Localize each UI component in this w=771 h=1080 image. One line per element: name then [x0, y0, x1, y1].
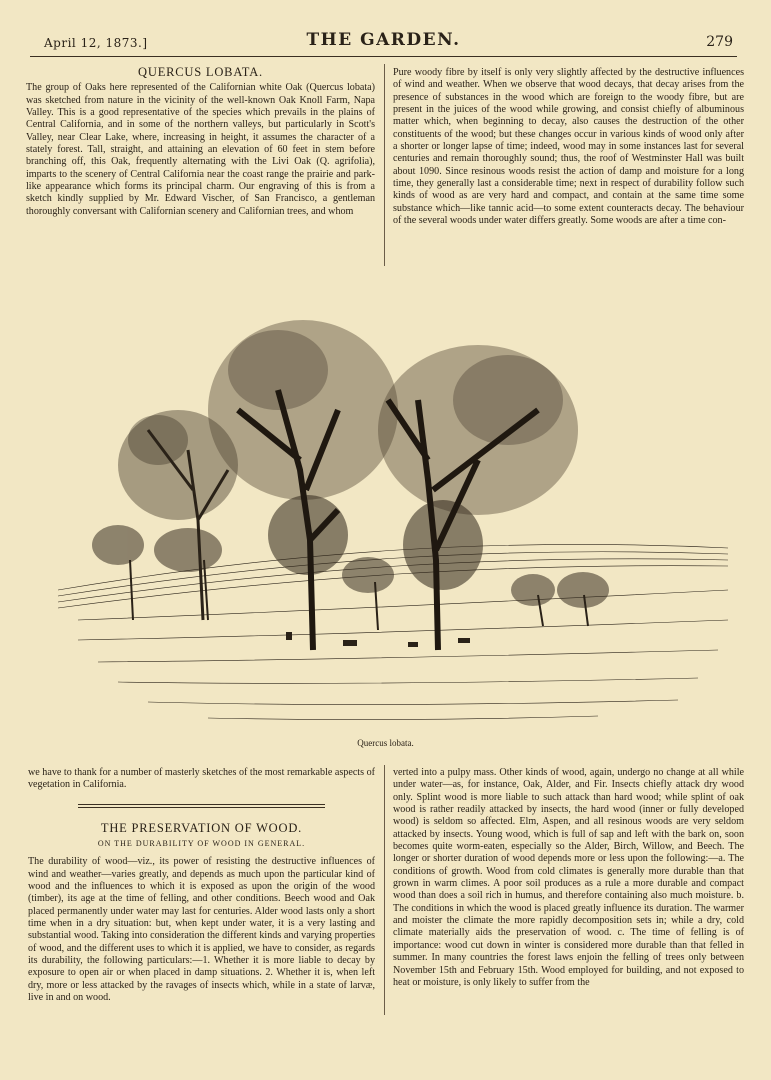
column-divider: [384, 765, 385, 1015]
article-paragraph: Pure woody fibre by itself is only very slightly affected by the destructive influences of wind and weather. When we observe that wood decays, that decay arises from the presence of substances in the wood which are foreign to the woody fibre, but are present in the juices of the wood while growing, and consist chiefly of albuminous matter which, when beginning to decay, also causes the destruction of the other constituents of the wood; but these changes occur in various kinds of wood only after a shorter or longer lapse of time; indeed, wood may in some instances last for several centuries and remain thoroughly sound; thus, the roof of Westminster Hall was built about 1090. Since resinous woods resist the action of damp and moisture for a long time, they generally last a considerable time; next in respect of durability follow such kinds of wood as are very hard and compact, and contain at the same time some substance which—like tannic acid—to some extent counteracts decay. The behaviour of the several woods under water differs greatly. Some woods are after a time con-: [393, 67, 744, 227]
article-subtitle: ON THE DURABILITY OF WOOD IN GENERAL.: [97, 839, 306, 849]
wood-article-continued-top: [393, 67, 744, 227]
article-paragraph: The durability of wood—viz., its power of resisting the destructive influences of wind and weather—varies greatly, and depends as much upon the particular kind of wood and the influences to which it is exposed as upon the origin of the wood (timber), its age at the time of felling, and other conditions. Beech wood and Oak placed permanently under water may last for centuries. Alder wood lasts only a short time when in a dry situation: but, when kept under water, it is a very lasting and substantial wood. Taking into consideration the different kinds and varying properties of wood, and the different uses to which it is applied, we have to consider, as regards its durability, the following particulars:—1. Whether it is more liable to decay by exposure to open air or when placed in damp situations. 2. Whether it is, when left dry, more or less attacked by the ravages of insects which, while in a state of larvæ, live in and on wood.: [28, 856, 375, 1004]
oak-trees-engraving: [38, 290, 738, 730]
wood-article-continued-bottom: [393, 767, 744, 989]
article-title: THE PRESERVATION OF WOOD.: [100, 820, 303, 835]
article-continuation: we have to thank for a number of masterly sketches of the most remarkable aspects of vegetation in California.: [28, 767, 375, 791]
page-number: 279: [706, 34, 733, 50]
article-paragraph: The group of Oaks here represented of the Californian white Oak (Quercus lobata) was sketched from nature in the vicinity of the well-known Oak Knoll Farm, Napa Valley. This is a good representative of the species which prevails in the plains of Central California, and in some of the northern valleys, but particularly in Scott's Valley, near Clear Lake, where, increasing in height, it assumes the character of a stately forest. Tall, straight, and attaining an elevation of 60 feet in stem before branching off, this Oak, frequently alternating with the Livi Oak (Q. agrifolia), imparts to the scenery of Central California near the coast range the prairie and park-like appearance which forms its principal charm. Our engraving of this is from a sketch kindly supplied by Mr. Edward Vischer, of San Francisco, a gentleman thoroughly conversant with Californian scenery and Californian trees, and whom: [26, 82, 375, 217]
publication-title: THE GARDEN.: [306, 30, 461, 50]
issue-date: April 12, 1873.]: [44, 36, 148, 50]
running-head: [30, 30, 737, 57]
illustration-caption: Quercus lobata.: [357, 738, 414, 748]
article-paragraph: verted into a pulpy mass. Other kinds of wood, again, undergo no change at all while under water—as, for instance, Oak, Alder, and Fir. Insects chiefly attack dry wood only. Splint wood is more liable to such attack than hard wood; while splint of oak wood is rather readily attacked by insects, the hard wood (inner or fully developed wood) is seldom so affected. Elm, Aspen, and all resinous woods are very seldom attacked by insects. Young wood, which is full of sap and left with the bark on, soon becomes quite worm-eaten, especially so the Alder, Birch, Willow, and Beech. The longer or shorter duration of wood depends more or less upon the following:—a. The conditions of growth. Wood from cold climates is generally more durable than that grown in warm climes. A poor soil produces as a rule a more durable and compact wood than does a soil rich in humus, and therefore containing also much moisture. b. The conditions in which the wood is placed greatly influence its duration. The warmer and moister the climate the more rapidly decomposition sets in; while a dry, cold climate materially aids the preservation of wood. c. The time of felling is of importance: wood cut down in winter is considered more durable than that felled in summer. In many countries the forest laws enjoin the felling of trees only between November 15th and February 15th. Wood employed for building, and not exposed to heat or moisture, is only likely to suffer from the: [393, 767, 744, 988]
column-divider: [384, 64, 385, 266]
article-quercus-lobata: [26, 66, 375, 218]
section-rule: [78, 804, 325, 808]
article-preservation-of-wood: [28, 767, 375, 1005]
article-title: QUERCUS LOBATA.: [138, 65, 263, 79]
